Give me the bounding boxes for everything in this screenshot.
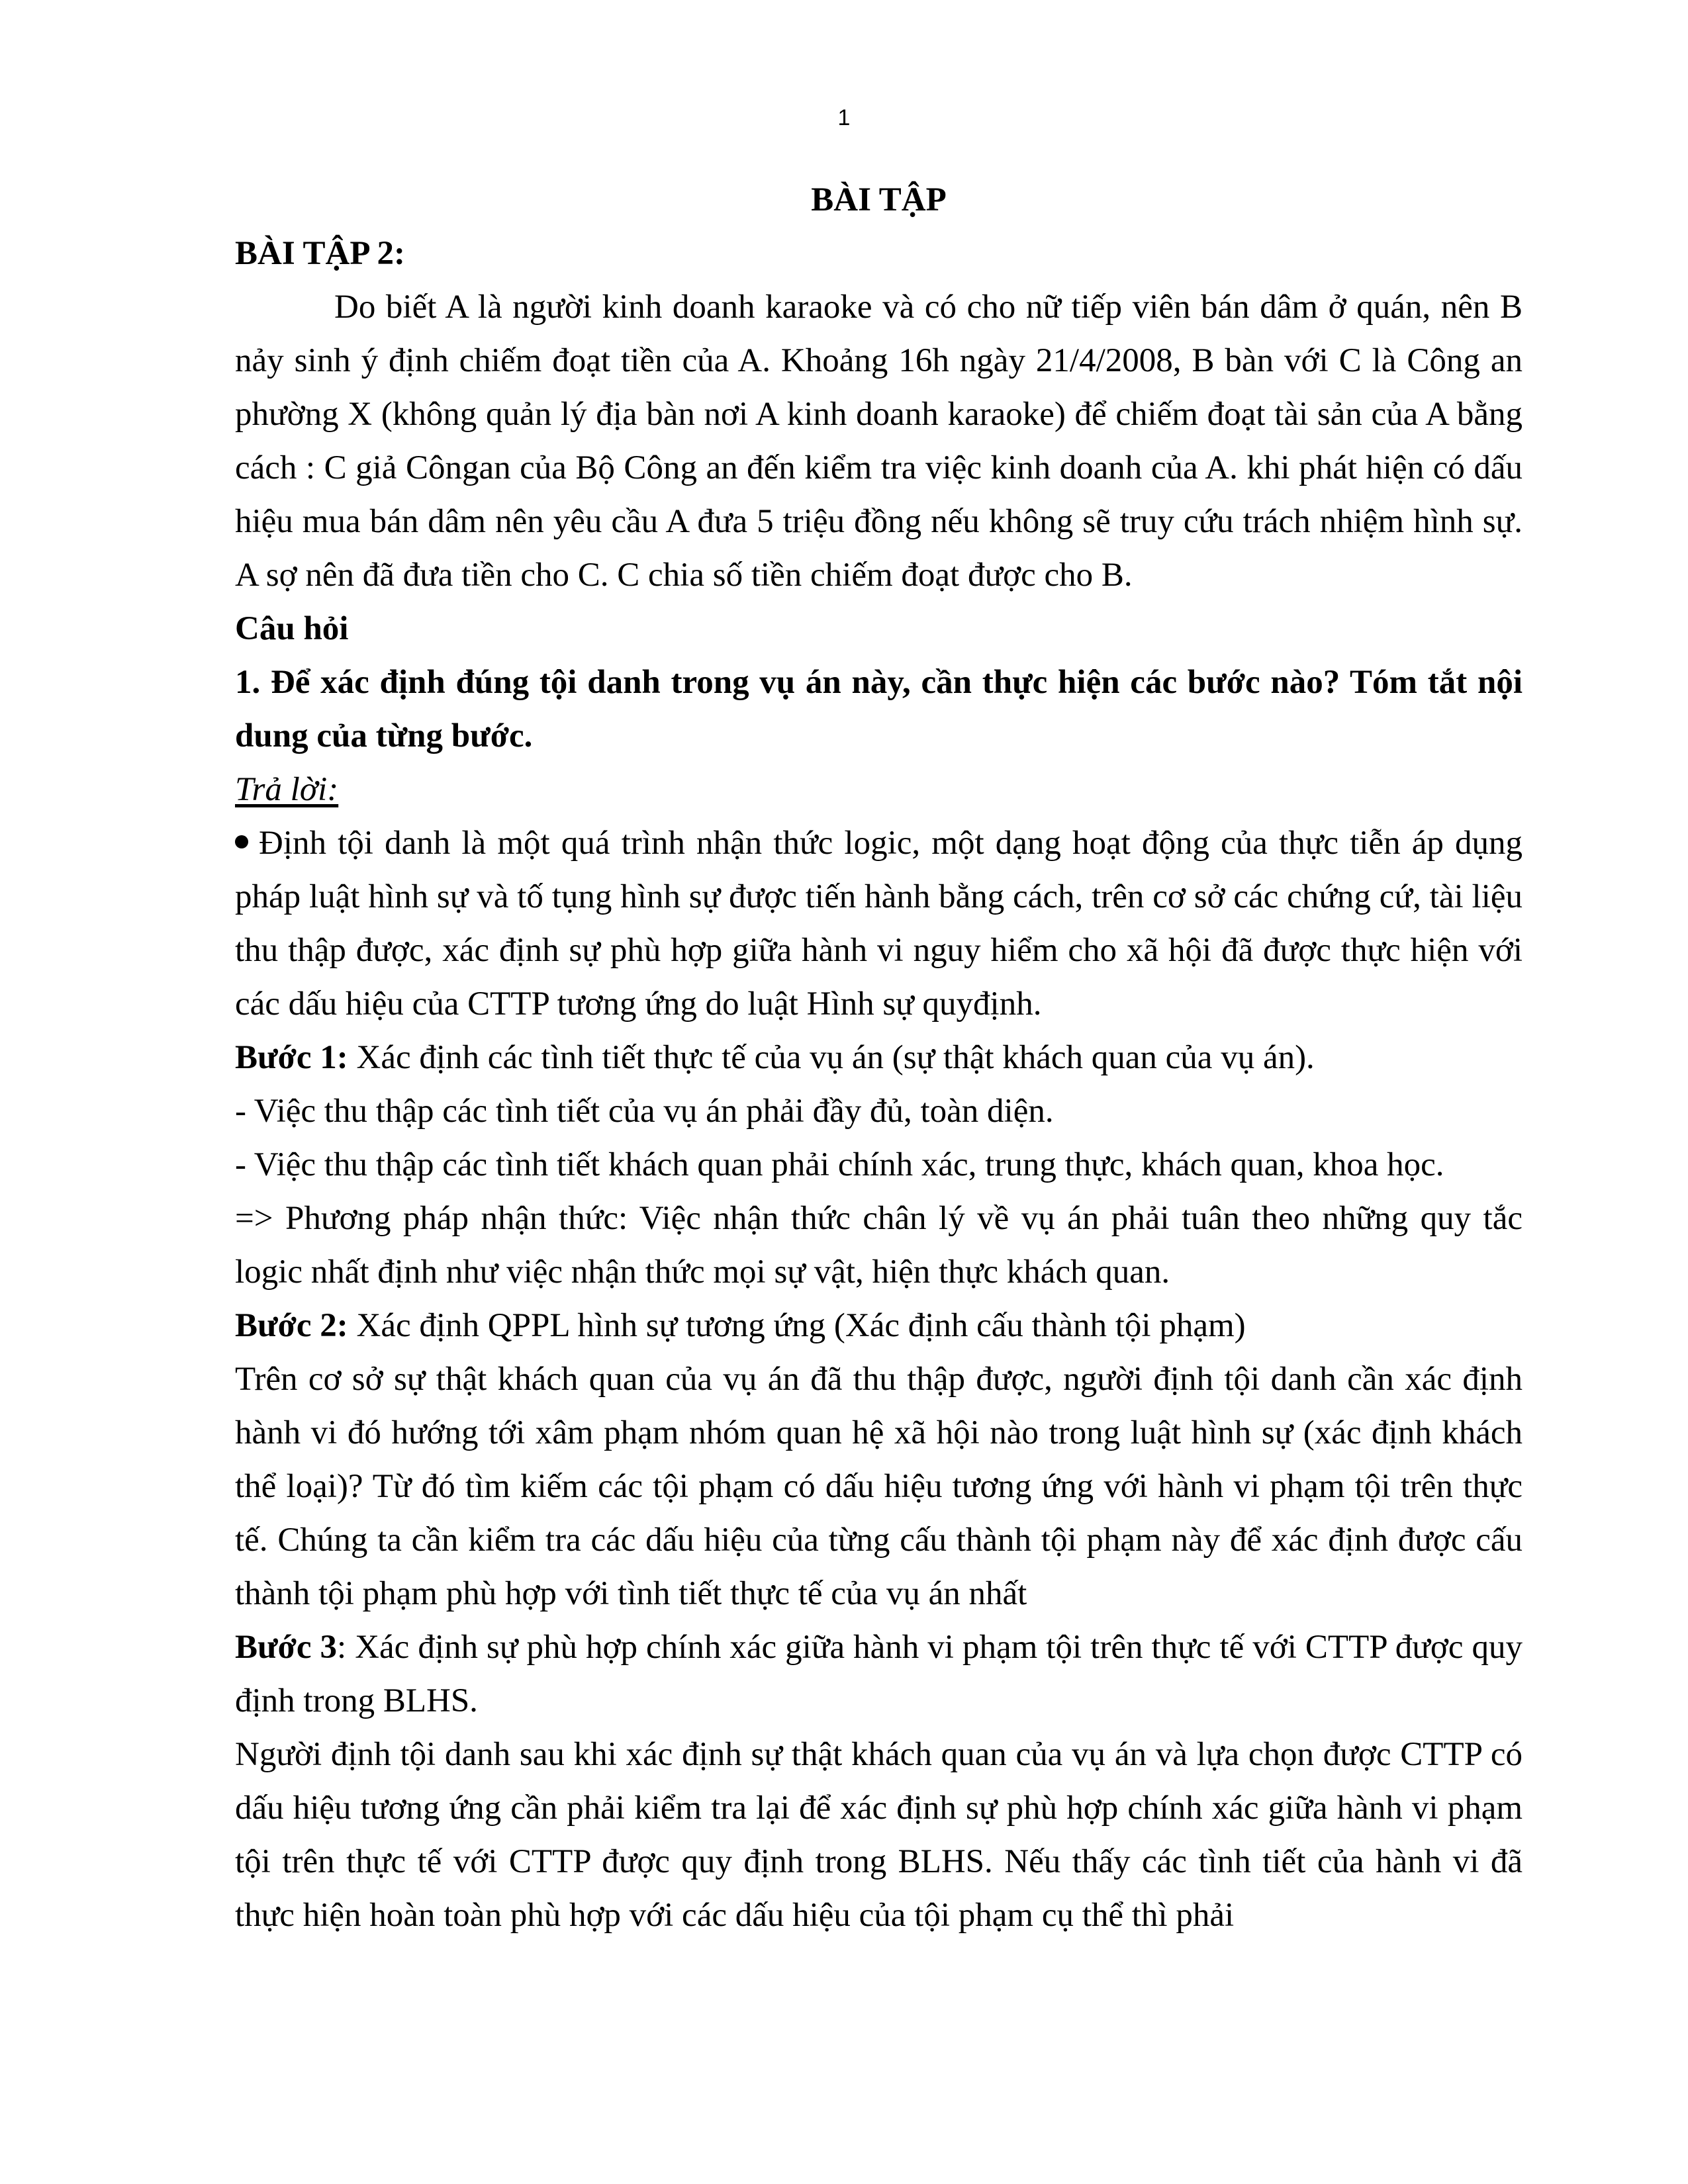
scenario-paragraph: Do biết A là người kinh doanh karaoke và có cho nữ tiếp viên bán dâm ở quán, nên B nảy sinh ý định chiếm đoạt tiền của A. Khoảng 16h ngày 21/4/2008, B bàn với C là Công an phường X (không quản lý địa bàn nơi A kinh doanh karaoke) để chiếm đoạt tài sản của A bằng cách : C giả Côngan của Bộ Công an đến kiểm tra việc kinh doanh của A. khi phát hiện có dấu hiệu mua bán dâm nên yêu cầu A đưa 5 triệu đồng nếu không sẽ truy cứu trách nhiệm hình sự. A sợ nên đã đưa tiền cho C. C chia số tiền chiếm đoạt được cho B. (235, 289, 1523, 594)
step-1-point-2: - Việc thu thập các tình tiết khách quan phải chính xác, trung thực, khách quan, khoa học. (235, 1146, 1444, 1183)
step-1-line (235, 1031, 1523, 1085)
step-2-body: Trên cơ sở sự thật khách quan của vụ án đã thu thập được, người định tội danh cần xác định hành vi đó hướng tới xâm phạm nhóm quan hệ xã hội nào trong luật hình sự (xác định khách thể loại)? Từ đó tìm kiếm các tội phạm có dấu hiệu tương ứng với hành vi phạm tội trên thực tế. Chúng ta cần kiểm tra các dấu hiệu của từng cấu thành tội phạm này để xác định được cấu thành tội phạm phù hợp với tình tiết thực tế của vụ án nhất (235, 1361, 1523, 1612)
step-3-body: Người định tội danh sau khi xác định sự thật khách quan của vụ án và lựa chọn được CTTP có dấu hiệu tương ứng cần phải kiểm tra lại để xác định sự phù hợp chính xác giữa hành vi phạm tội trên thực tế với CTTP được quy định trong BLHS. Nếu thấy các tình tiết của hành vi đã thực hiện hoàn toàn phù hợp với các dấu hiệu của tội phạm cụ thể thì phải (235, 1736, 1523, 1934)
document-title: BÀI TẬP (811, 181, 947, 218)
bullet-icon (235, 835, 248, 848)
answer-label-line (235, 763, 1523, 817)
step-1-text: Xác định các tình tiết thực tế của vụ án (sự thật khách quan của vụ án). (348, 1039, 1315, 1076)
bullet-paragraph (235, 817, 1523, 1031)
page-number: 1 (837, 105, 851, 130)
question-1: 1. Để xác định đúng tội danh trong vụ án này, cần thực hiện các bước nào? Tóm tắt nội dung của từng bước. (235, 664, 1523, 754)
step-1-label: Bước 1: (235, 1039, 348, 1076)
document-body (235, 173, 1523, 1942)
step-2-line (235, 1299, 1523, 1353)
questions-heading: Câu hỏi (235, 610, 349, 647)
bullet-text: Định tội danh là một quá trình nhận thức logic, một dạng hoạt động của thực tiễn áp dụng pháp luật hình sự và tố tụng hình sự được tiến hành bằng cách, trên cơ sở các chứng cứ, tài liệu thu thập được, xác định sự phù hợp giữa hành vi nguy hiểm cho xã hội đã được thực hiện với các dấu hiệu của CTTP tương ứng do luật Hình sự quyđịnh. (235, 825, 1523, 1023)
step-2-text: Xác định QPPL hình sự tương ứng (Xác định cấu thành tội phạm) (348, 1307, 1246, 1344)
step-1-method: => Phương pháp nhận thức: Việc nhận thức chân lý về vụ án phải tuân theo những quy tắc logic nhất định như việc nhận thức mọi sự vật, hiện thực khách quan. (235, 1200, 1523, 1291)
step-3-label: Bước 3 (235, 1629, 338, 1666)
step-3-line (235, 1621, 1523, 1728)
answer-label: Trả lời: (235, 771, 339, 808)
step-2-label: Bước 2: (235, 1307, 348, 1344)
step-3-text: : Xác định sự phù hợp chính xác giữa hành vi phạm tội trên thực tế với CTTP được quy định trong BLHS. (235, 1629, 1523, 1719)
exercise-heading: BÀI TẬP 2: (235, 235, 405, 272)
step-1-point-1: - Việc thu thập các tình tiết của vụ án phải đầy đủ, toàn diện. (235, 1093, 1054, 1130)
